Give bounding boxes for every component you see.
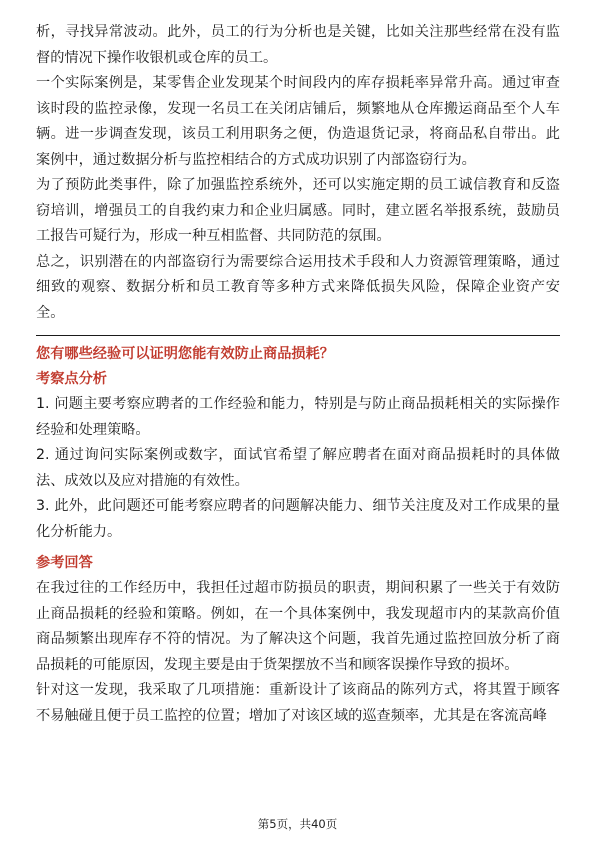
analysis-point: 1. 问题主要考察应聘者的工作经验和能力，特别是与防止商品损耗相关的实际操作经验和处理策略。: [36, 396, 560, 438]
analysis-point: 2. 通过询问实际案例或数字，面试官希望了解应聘者在面对商品损耗时的具体做法、成效以及应对措施的有效性。: [36, 447, 560, 489]
body-paragraph: 一个实际案例是，某零售企业发现某个时间段内的库存损耗率异常升高。通过审查该时段的监控录像，发现一名员工在关闭店铺后，频繁地从仓库搬运商品至个人车辆。进一步调查发现，该员工利用职务之便，伪造退货记录，将商品私自带出。此案例中，通过数据分析与监控相结合的方式成功识别了内部盗窃行为。: [36, 75, 560, 168]
analysis-point: 3. 此外，此问题还可能考察应聘者的问题解决能力、细节关注度及对工作成果的量化分析能力。: [36, 498, 560, 540]
section-divider: [36, 335, 560, 336]
answer-heading: 参考回答: [36, 555, 93, 571]
analysis-heading: 考察点分析: [36, 371, 107, 387]
body-paragraph: 析，寻找异常波动。此外，员工的行为分析也是关键，比如关注那些经常在没有监督的情况下操作收银机或仓库的员工。: [36, 24, 560, 66]
answer-paragraph: 在我过往的工作经历中，我担任过超市防损员的职责，期间积累了一些关于有效防止商品损耗的经验和策略。例如，在一个具体案例中，我发现超市内的某款高价值商品频繁出现库存不符的情况。为了解决这个问题，我首先通过监控回放分析了商品损耗的可能原因，发现主要是由于货架摆放不当和顾客误操作导致的损坏。: [36, 580, 560, 673]
page-number: 第5页，共40页: [257, 817, 338, 831]
document-page: [36, 20, 560, 729]
body-paragraph: 为了预防此类事件，除了加强监控系统外，还可以实施定期的员工诚信教育和反盗窃培训，增强员工的自我约束力和企业归属感。同时，建立匿名举报系统，鼓励员工报告可疑行为，形成一种互相监督、共同防范的氛围。: [36, 177, 560, 244]
body-paragraph: 总之，识别潜在的内部盗窃行为需要综合运用技术手段和人力资源管理策略，通过细致的观察、数据分析和员工教育等多种方式来降低损失风险，保障企业资产安全。: [36, 253, 560, 321]
answer-paragraph: 针对这一发现，我采取了几项措施：重新设计了该商品的陈列方式，将其置于顾客不易触碰且便于员工监控的位置；增加了对该区域的巡查频率，尤其是在客流高峰: [36, 682, 560, 724]
question-title: 您有哪些经验可以证明您能有效防止商品损耗？: [36, 346, 334, 362]
